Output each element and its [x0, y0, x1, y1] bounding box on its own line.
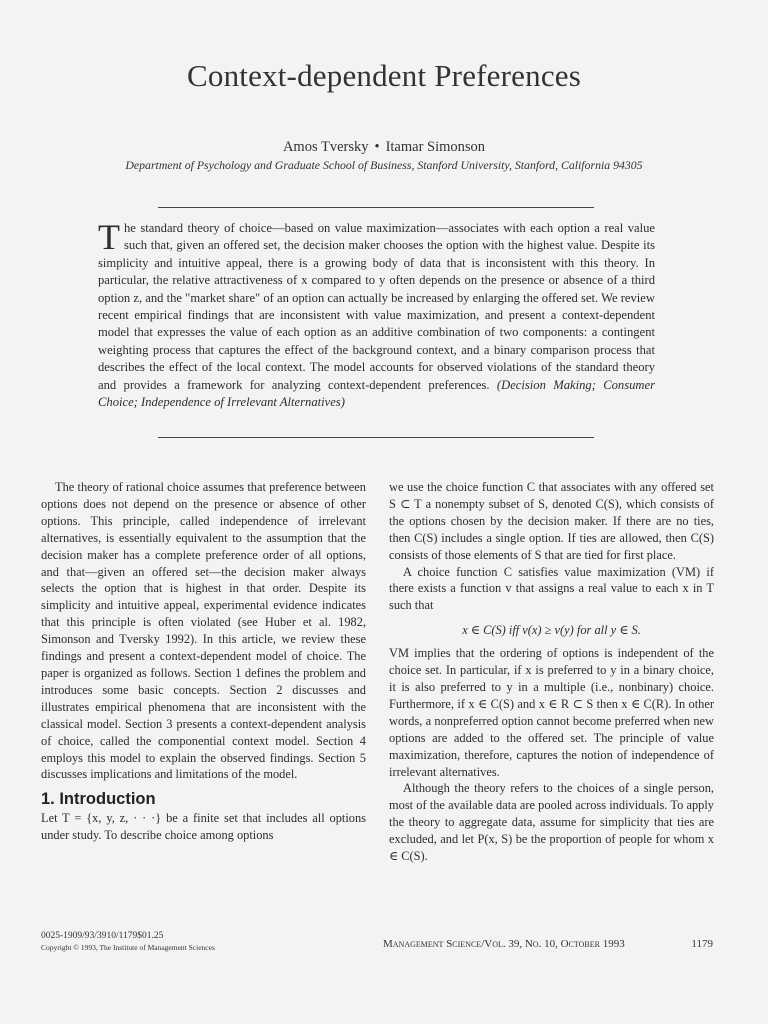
author-name: Amos Tversky	[282, 139, 369, 155]
abstract-top-rule	[158, 207, 594, 208]
abstract-bottom-rule	[158, 437, 594, 438]
right-paragraph-4: Although the theory refers to the choices of a single person, most of the available data are pooled across individuals. To apply the theory to aggregate data, assume for simplicity that ties are excluded, and let P(x, S) be the proportion of people for whom x ∈ C(S).	[389, 781, 714, 864]
abstract	[98, 217, 655, 411]
right-paragraph-2: A choice function C satisfies value maximization (VM) if there exists a function v that assigns a real value to each x in T such that	[389, 564, 714, 613]
left-paragraph-1: The theory of rational choice assumes that preference between options does not depend on the presence or absence of other options. This principle, called independence of irrelevant alternatives, is essentially equivalent to the assumption that the decision maker has a complete preference order of all options, and that—given an offered set—the decision maker always selects the option that is highest in that order. Despite its simplicity and intuitive appeal, experimental evidence indicates that this principle is often violated (see Huber et al. 1982, Simonson and Tversky 1992). In this article, we review these findings and present a context-dependent model of choice. The paper is organized as follows. Section 1 defines the problem and introduces some basic concepts. Section 2 discusses and illustrates empirical phenomena that are inconsistent with the classical model. Section 3 presents a context-dependent analysis of choice, called the componential context model. Section 4 employs this model to explain the observed findings. Section 5 discusses implications and limitations of the model.	[41, 480, 366, 782]
footer-left	[41, 930, 215, 954]
author-name: Itamar Simonson	[385, 139, 486, 155]
paper-title: Context-dependent Preferences	[187, 58, 581, 93]
author-line	[0, 139, 768, 156]
left-column	[41, 479, 366, 844]
author-separator: •	[374, 139, 380, 155]
left-paragraph-2: Let T = {x, y, z, · · ·} be a finite set that includes all options under study. To describe choice among options	[41, 811, 366, 843]
page-number: 1179	[691, 938, 713, 950]
right-paragraph-3: VM implies that the ordering of options is independent of the choice set. In particular, if x is preferred to y in a binary choice, it is also preferred to y in a multiple (i.e., nonbinary) choice. Furthermore, if x ∈ C(S) and x ∈ R ⊂ S then x ∈ C(R). In other words, a nonpreferred option cannot become preferred when new options are added to the offered set. The principle of value maximization, therefore, captures the notion of independence of irrelevant alternatives.	[389, 646, 714, 779]
footer-journal: Management Science/Vol. 39, No. 10, October 1993	[383, 938, 625, 950]
affiliation: Department of Psychology and Graduate School of Business, Stanford University, Stanford, California 94305	[125, 158, 643, 172]
footer-code: 0025-1909/93/3910/1179$01.25	[41, 931, 164, 941]
abstract-text: he standard theory of choice—based on value maximization—associates with each option a real value such that, given an offered set, the decision maker chooses the option with the highest value. Despite its simplicity and intuitive appeal, there is a growing body of data that is inconsistent with this theory. In particular, the relative attractiveness of x compared to y often depends on the presence or absence of a third option z, and the "market share" of an option can actually be increased by enlarging the offered set. We review recent empirical findings that are inconsistent with value maximization, and present a context-dependent model that expresses the value of each option as an additive combination of two components: a contingent weighting process that captures the effect of the background context, and a binary comparison process that describes the effect of the local context. The model accounts for observed violations of the standard theory and provides a framework for analyzing context-dependent preferences.	[98, 221, 655, 392]
footer-copyright: Copyright © 1993, The Institute of Management Sciences	[41, 943, 215, 952]
right-paragraph-1: we use the choice function C that associates with any offered set S ⊂ T a nonempty subset of S, denoted C(S), which consists of the options chosen by the decision maker. If there are no ties, then C(S) includes a single option. If ties are allowed, then C(S) consists of those elements of S that are tied for first place.	[389, 480, 714, 562]
abstract-keywords: (Decision Making; Consumer Choice; Independence of Irrelevant Alternatives)	[98, 377, 655, 410]
section-heading-introduction: 1. Introduction	[41, 790, 156, 809]
abstract-dropcap: T	[98, 217, 120, 257]
footer-right	[383, 938, 713, 950]
right-column	[389, 479, 714, 865]
vm-equation: x ∈ C(S) iff v(x) ≥ v(y) for all y ∈ S.	[462, 623, 641, 638]
